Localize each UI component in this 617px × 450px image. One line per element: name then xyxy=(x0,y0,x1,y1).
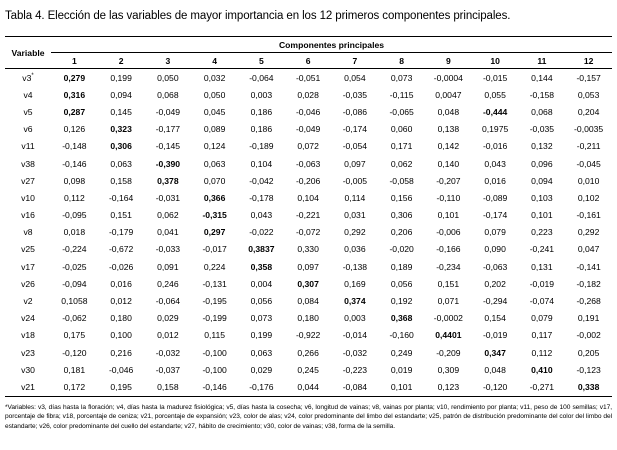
table-row xyxy=(5,69,612,87)
loading-value-cell: -0,0002 xyxy=(433,313,463,324)
loading-value-cell: 0,056 xyxy=(390,278,413,289)
loading-value-cell: 0,199 xyxy=(250,330,273,341)
loading-value-cell: 0,070 xyxy=(203,175,226,186)
loading-value-cell: 0,142 xyxy=(437,141,460,152)
loading-value-cell: -0,019 xyxy=(482,330,508,341)
loading-value-cell: 0,195 xyxy=(110,381,132,392)
loading-value-cell: 0,169 xyxy=(344,278,366,289)
loading-value-cell: 0,010 xyxy=(577,175,600,186)
loading-value-cell: 0,151 xyxy=(110,210,132,221)
variable-column-header: Variable xyxy=(5,37,51,69)
loading-value-cell: 0,206 xyxy=(390,227,413,238)
loading-value-cell: 0,050 xyxy=(157,72,179,83)
table-body xyxy=(5,69,612,397)
loading-value-cell: 0,410 xyxy=(531,364,553,375)
loading-value-cell: -0,046 xyxy=(108,364,134,375)
variable-label: v10 xyxy=(21,192,35,203)
loading-value-cell: -0,022 xyxy=(249,227,274,238)
loading-value-cell: 0,172 xyxy=(63,381,86,392)
loading-value-cell: 0,102 xyxy=(577,192,600,203)
loading-value-cell: 0,094 xyxy=(531,175,553,186)
loading-value-cell: 0,016 xyxy=(110,278,132,289)
component-column-header: 7 xyxy=(332,53,379,69)
loading-value-cell: 0,090 xyxy=(484,244,506,255)
table-row xyxy=(5,327,612,344)
loading-value-cell: 0,019 xyxy=(390,364,413,375)
loading-value-cell: -0,015 xyxy=(482,72,508,83)
loading-value-cell: -0,166 xyxy=(436,244,461,255)
loading-value-cell: 0,003 xyxy=(344,313,366,324)
table-row xyxy=(5,121,612,138)
loading-value-cell: -0,444 xyxy=(482,106,508,117)
loading-value-cell: -0,157 xyxy=(576,72,601,83)
loading-value-cell: 0,287 xyxy=(63,106,86,117)
loading-value-cell: 0,112 xyxy=(63,192,85,203)
loading-value-cell: 0,062 xyxy=(390,158,413,169)
loading-value-cell: -0,094 xyxy=(62,278,87,289)
loading-value-cell: 0,181 xyxy=(63,364,86,375)
loading-value-cell: 0,089 xyxy=(203,124,226,135)
loading-value-cell: -0,174 xyxy=(342,124,368,135)
loading-value-cell: 0,073 xyxy=(250,313,273,324)
loading-value-cell: -0,176 xyxy=(249,381,274,392)
group-column-header: Componentes principales xyxy=(51,37,612,53)
loading-value-cell: 0,063 xyxy=(110,158,132,169)
loading-value-cell: 0,101 xyxy=(390,381,413,392)
loading-value-cell: -0,064 xyxy=(155,296,181,307)
loading-value-cell: 0,045 xyxy=(203,106,226,117)
loading-value-cell: 0,158 xyxy=(110,175,132,186)
loading-value-cell: -0,131 xyxy=(202,278,227,289)
loading-value-cell: -0,086 xyxy=(342,106,368,117)
variable-label: v8 xyxy=(23,227,33,238)
variable-label: v4 xyxy=(23,89,33,100)
loading-value-cell: -0,174 xyxy=(482,210,508,221)
loading-value-cell: -0,161 xyxy=(576,210,601,221)
table-row xyxy=(5,207,612,224)
loading-value-cell: 0,279 xyxy=(63,72,86,83)
loading-value-cell: 0,104 xyxy=(297,192,319,203)
loading-value-cell: 0,098 xyxy=(63,175,86,186)
loading-value-cell: 0,101 xyxy=(531,210,553,221)
loading-value-cell: 0,047 xyxy=(577,244,600,255)
loading-value-cell: -0,037 xyxy=(155,364,181,375)
loading-value-cell: -0,120 xyxy=(62,347,87,358)
loading-value-cell: -0,054 xyxy=(342,141,368,152)
loading-value-cell: 0,029 xyxy=(250,364,273,375)
loading-value-cell: 0,204 xyxy=(577,106,600,117)
loading-value-cell: 0,307 xyxy=(297,278,319,289)
loading-value-cell: -0,035 xyxy=(529,124,555,135)
loading-value-cell: -0,025 xyxy=(62,261,87,272)
loading-value-cell: -0,0004 xyxy=(433,72,463,83)
loading-value-cell: 0,060 xyxy=(390,124,413,135)
loading-value-cell: -0,026 xyxy=(108,261,134,272)
loading-value-cell: 0,145 xyxy=(110,106,132,117)
loading-value-cell: 0,117 xyxy=(531,330,553,341)
loading-value-cell: 0,018 xyxy=(63,227,86,238)
component-column-header: 4 xyxy=(191,53,238,69)
table-row xyxy=(5,241,612,258)
loading-value-cell: 0,048 xyxy=(484,364,506,375)
loading-value-cell: 0,151 xyxy=(437,278,460,289)
loading-value-cell: 0,246 xyxy=(157,278,179,289)
loading-value-cell: 0,036 xyxy=(344,244,366,255)
variable-label: v25 xyxy=(21,244,35,255)
loading-value-cell: -0,019 xyxy=(529,278,555,289)
loading-value-cell: -0,207 xyxy=(436,175,461,186)
table-row xyxy=(5,344,612,361)
loading-value-cell: -0,014 xyxy=(342,330,368,341)
variable-label: v23 xyxy=(21,347,35,358)
loading-value-cell: 0,084 xyxy=(297,296,319,307)
loading-value-cell: -0,241 xyxy=(529,244,555,255)
loading-value-cell: 0,358 xyxy=(250,261,273,272)
loading-value-cell: -0,035 xyxy=(342,89,368,100)
loading-value-cell: 0,123 xyxy=(437,381,460,392)
loading-value-cell: 0,031 xyxy=(344,210,366,221)
loading-value-cell: 0,131 xyxy=(531,261,553,272)
variable-label: v26 xyxy=(21,278,35,289)
loading-value-cell: 0,028 xyxy=(297,89,319,100)
loading-value-cell: -0,032 xyxy=(155,347,181,358)
loading-value-cell: 0,053 xyxy=(577,89,600,100)
loading-value-cell: -0,123 xyxy=(576,364,601,375)
loading-value-cell: -0,051 xyxy=(295,72,321,83)
table-row xyxy=(5,189,612,206)
loading-value-cell: 0,132 xyxy=(531,141,553,152)
loading-value-cell: -0,315 xyxy=(202,210,227,221)
loading-value-cell: 0,044 xyxy=(297,381,319,392)
group-header-row xyxy=(5,37,612,53)
loading-value-cell: 0,1975 xyxy=(481,124,509,135)
loading-value-cell: 0,043 xyxy=(250,210,273,221)
loading-value-cell: 0,180 xyxy=(297,313,319,324)
table-row xyxy=(5,86,612,103)
loading-value-cell: 0,191 xyxy=(577,313,600,324)
loading-value-cell: -0,115 xyxy=(389,89,414,100)
loading-value-cell: -0,016 xyxy=(482,141,508,152)
loading-value-cell: 0,202 xyxy=(484,278,506,289)
loading-value-cell: -0,033 xyxy=(155,244,181,255)
loading-value-cell: 0,144 xyxy=(531,72,553,83)
loading-value-cell: 0,012 xyxy=(157,330,179,341)
loading-value-cell: 0,114 xyxy=(344,192,366,203)
loading-value-cell: -0,110 xyxy=(436,192,461,203)
variable-label: v17 xyxy=(21,261,35,272)
loading-value-cell: -0,064 xyxy=(249,72,274,83)
loading-value-cell: -0,145 xyxy=(155,141,181,152)
variable-label: v18 xyxy=(21,330,35,341)
loading-value-cell: -0,049 xyxy=(295,124,321,135)
table-header xyxy=(5,37,612,69)
loading-value-cell: 0,016 xyxy=(484,175,506,186)
variable-label: v24 xyxy=(21,313,35,324)
loading-value-cell: -0,268 xyxy=(576,296,601,307)
loading-value-cell: -0,063 xyxy=(482,261,508,272)
loading-value-cell: 0,054 xyxy=(344,72,366,83)
loading-value-cell: 0,062 xyxy=(157,210,179,221)
loading-value-cell: 0,097 xyxy=(297,261,319,272)
loading-value-cell: -0,146 xyxy=(62,158,87,169)
table-row xyxy=(5,258,612,275)
loading-value-cell: 0,223 xyxy=(531,227,553,238)
component-column-header: 1 xyxy=(51,53,98,69)
loading-value-cell: -0,058 xyxy=(389,175,414,186)
loading-value-cell: 0,096 xyxy=(531,158,553,169)
loading-value-cell: 0,3837 xyxy=(248,244,275,255)
loading-value-cell: -0,100 xyxy=(202,364,227,375)
table-row xyxy=(5,172,612,189)
loading-value-cell: 0,140 xyxy=(437,158,460,169)
table-row xyxy=(5,310,612,327)
component-column-header: 5 xyxy=(238,53,285,69)
loading-value-cell: 0,306 xyxy=(110,141,132,152)
loading-value-cell: 0,309 xyxy=(437,364,460,375)
loading-value-cell: -0,120 xyxy=(482,381,508,392)
loading-value-cell: 0,347 xyxy=(484,347,506,358)
footnote: *Variables: v3, días hasta la floración; v4, días hasta la madurez fisiológica; v5, días hasta la cosecha; v6, longitud de vainas; v8, vainas por planta; v10, rendimiento por planta; v11, peso de 100 semillas; v17, porcentaje de fibra; v18, porcentaje de ceniza; v21, porcentaje de expansión; v23, color de alas; v24, color predominante del limbo del estandarte; v25, patrón de distribución predominante del color del limbo del estandarte; v26, color predominante del cuello del estandarte; v27, hábito de crecimiento; v30, color de vainas; v38, forma de la semilla. xyxy=(5,403,612,431)
variable-label: v11 xyxy=(21,141,35,152)
loading-value-cell: -0,234 xyxy=(436,261,461,272)
loading-value-cell: 0,366 xyxy=(203,192,226,203)
variable-label: v27 xyxy=(21,175,35,186)
loading-value-cell: 0,115 xyxy=(204,330,226,341)
loading-value-cell: 0,103 xyxy=(531,192,553,203)
loading-value-cell: -0,294 xyxy=(482,296,508,307)
loading-value-cell: -0,002 xyxy=(576,330,601,341)
variable-label: v3* xyxy=(22,72,34,83)
loading-value-cell: 0,100 xyxy=(110,330,132,341)
loading-value-cell: 0,097 xyxy=(344,158,366,169)
loading-value-cell: 0,175 xyxy=(63,330,86,341)
footnote-marker: * xyxy=(31,72,34,79)
variable-label: v5 xyxy=(23,106,33,117)
loading-value-cell: 0,091 xyxy=(157,261,179,272)
loading-value-cell: -0,020 xyxy=(389,244,414,255)
table-caption: Tabla 4. Elección de las variables de mayor importancia en los 12 primeros componentes principales. xyxy=(5,10,511,22)
loading-value-cell: 0,050 xyxy=(203,89,226,100)
loading-value-cell: 0,171 xyxy=(390,141,413,152)
variable-label: v21 xyxy=(21,381,35,392)
loading-value-cell: 0,158 xyxy=(157,381,179,392)
variable-label: v2 xyxy=(23,296,33,307)
component-column-header: 3 xyxy=(145,53,192,69)
loading-value-cell: 0,079 xyxy=(484,227,506,238)
loading-value-cell: 0,094 xyxy=(110,89,132,100)
loading-value-cell: -0,160 xyxy=(389,330,414,341)
loading-value-cell: -0,005 xyxy=(342,175,368,186)
loading-value-cell: -0,199 xyxy=(202,313,227,324)
loading-value-cell: 0,249 xyxy=(390,347,413,358)
table-row xyxy=(5,361,612,378)
loading-value-cell: 0,4401 xyxy=(435,330,462,341)
loading-value-cell: 0,378 xyxy=(157,175,179,186)
loading-value-cell: 0,029 xyxy=(157,313,179,324)
loading-value-cell: 0,245 xyxy=(297,364,319,375)
loading-value-cell: -0,221 xyxy=(295,210,321,221)
loading-value-cell: 0,330 xyxy=(297,244,319,255)
column-numbers-row xyxy=(5,53,612,69)
loading-value-cell: -0,146 xyxy=(202,381,227,392)
loading-value-cell: -0,032 xyxy=(342,347,368,358)
loading-value-cell: 0,292 xyxy=(577,227,600,238)
loading-value-cell: -0,072 xyxy=(295,227,321,238)
table-row xyxy=(5,224,612,241)
loading-value-cell: -0,178 xyxy=(249,192,274,203)
table-row xyxy=(5,275,612,292)
loading-value-cell: 0,138 xyxy=(437,124,460,135)
loading-value-cell: -0,206 xyxy=(295,175,321,186)
loading-value-cell: 0,104 xyxy=(250,158,273,169)
component-column-header: 6 xyxy=(285,53,332,69)
loading-value-cell: -0,148 xyxy=(62,141,87,152)
loading-value-cell: -0,182 xyxy=(576,278,601,289)
loading-value-cell: -0,074 xyxy=(529,296,555,307)
loading-value-cell: 0,0047 xyxy=(435,89,462,100)
loading-value-cell: -0,006 xyxy=(436,227,461,238)
loading-value-cell: -0,089 xyxy=(482,192,508,203)
loading-value-cell: 0,186 xyxy=(250,106,273,117)
loading-value-cell: 0,043 xyxy=(484,158,506,169)
loading-value-cell: 0,072 xyxy=(297,141,319,152)
component-column-header: 9 xyxy=(425,53,472,69)
loading-value-cell: 0,071 xyxy=(437,296,460,307)
loading-value-cell: 0,316 xyxy=(63,89,86,100)
loading-value-cell: 0,192 xyxy=(390,296,413,307)
loading-value-cell: -0,100 xyxy=(202,347,227,358)
loading-value-cell: 0,048 xyxy=(437,106,460,117)
loading-value-cell: 0,073 xyxy=(390,72,413,83)
table-row xyxy=(5,138,612,155)
loading-value-cell: -0,177 xyxy=(155,124,181,135)
table-row xyxy=(5,378,612,396)
principal-components-table xyxy=(5,36,612,397)
loading-value-cell: -0,084 xyxy=(342,381,368,392)
loading-value-cell: -0,158 xyxy=(529,89,555,100)
loading-value-cell: 0,1058 xyxy=(61,296,88,307)
loading-value-cell: 0,068 xyxy=(157,89,179,100)
loading-value-cell: -0,390 xyxy=(155,158,181,169)
loading-value-cell: -0,0035 xyxy=(574,124,604,135)
loading-value-cell: -0,065 xyxy=(389,106,414,117)
loading-value-cell: 0,205 xyxy=(577,347,600,358)
loading-value-cell: 0,180 xyxy=(110,313,132,324)
loading-value-cell: 0,374 xyxy=(344,296,366,307)
loading-value-cell: 0,032 xyxy=(203,72,226,83)
loading-value-cell: -0,031 xyxy=(155,192,181,203)
table-row xyxy=(5,155,612,172)
loading-value-cell: -0,138 xyxy=(342,261,368,272)
loading-value-cell: 0,068 xyxy=(531,106,553,117)
loading-value-cell: 0,323 xyxy=(110,124,132,135)
loading-value-cell: 0,004 xyxy=(250,278,273,289)
loading-value-cell: -0,062 xyxy=(62,313,87,324)
loading-value-cell: -0,211 xyxy=(576,141,601,152)
loading-value-cell: 0,063 xyxy=(203,158,226,169)
loading-value-cell: 0,056 xyxy=(250,296,273,307)
loading-value-cell: -0,224 xyxy=(62,244,87,255)
loading-value-cell: 0,297 xyxy=(203,227,226,238)
loading-value-cell: 0,306 xyxy=(390,210,413,221)
loading-value-cell: 0,126 xyxy=(63,124,86,135)
loading-value-cell: -0,672 xyxy=(108,244,134,255)
loading-value-cell: 0,101 xyxy=(437,210,460,221)
variable-label: v30 xyxy=(21,364,35,375)
loading-value-cell: -0,049 xyxy=(155,106,181,117)
loading-value-cell: 0,224 xyxy=(203,261,226,272)
loading-value-cell: 0,199 xyxy=(110,72,132,83)
loading-value-cell: -0,922 xyxy=(295,330,321,341)
loading-value-cell: -0,042 xyxy=(249,175,274,186)
loading-value-cell: 0,003 xyxy=(250,89,273,100)
loading-value-cell: 0,112 xyxy=(531,347,553,358)
component-column-header: 8 xyxy=(378,53,425,69)
loading-value-cell: -0,141 xyxy=(576,261,601,272)
component-column-header: 2 xyxy=(98,53,145,69)
loading-value-cell: 0,041 xyxy=(157,227,179,238)
loading-value-cell: -0,223 xyxy=(342,364,368,375)
loading-value-cell: -0,063 xyxy=(295,158,321,169)
loading-value-cell: 0,055 xyxy=(484,89,506,100)
loading-value-cell: 0,156 xyxy=(390,192,413,203)
loading-value-cell: 0,124 xyxy=(203,141,226,152)
loading-value-cell: -0,095 xyxy=(62,210,87,221)
variable-label: v38 xyxy=(21,158,35,169)
loading-value-cell: 0,079 xyxy=(531,313,553,324)
loading-value-cell: -0,189 xyxy=(249,141,274,152)
variable-label: v16 xyxy=(21,210,35,221)
variable-label: v6 xyxy=(23,124,33,135)
loading-value-cell: 0,063 xyxy=(250,347,273,358)
loading-value-cell: 0,186 xyxy=(250,124,273,135)
loading-value-cell: -0,271 xyxy=(529,381,555,392)
component-column-header: 11 xyxy=(519,53,566,69)
loading-value-cell: 0,292 xyxy=(344,227,366,238)
loading-value-cell: -0,164 xyxy=(108,192,134,203)
table-row xyxy=(5,103,612,120)
loading-value-cell: 0,189 xyxy=(390,261,413,272)
loading-value-cell: -0,195 xyxy=(202,296,227,307)
loading-value-cell: -0,046 xyxy=(295,106,321,117)
component-column-header: 12 xyxy=(565,53,612,69)
loading-value-cell: 0,154 xyxy=(484,313,506,324)
loading-value-cell: -0,179 xyxy=(108,227,134,238)
loading-value-cell: 0,266 xyxy=(297,347,319,358)
component-column-header: 10 xyxy=(472,53,519,69)
table-row xyxy=(5,292,612,309)
loading-value-cell: -0,045 xyxy=(576,158,601,169)
loading-value-cell: -0,017 xyxy=(202,244,227,255)
loading-value-cell: 0,338 xyxy=(577,381,600,392)
loading-value-cell: -0,209 xyxy=(436,347,461,358)
loading-value-cell: 0,368 xyxy=(390,313,413,324)
loading-value-cell: 0,216 xyxy=(110,347,132,358)
loading-value-cell: 0,012 xyxy=(110,296,132,307)
